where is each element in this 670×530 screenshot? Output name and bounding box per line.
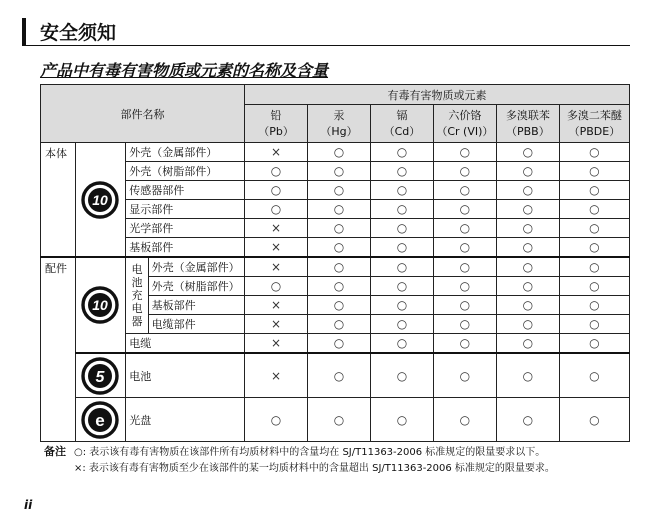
charger-label: 电池充电器: [126, 257, 148, 334]
mark-cell: ○: [433, 219, 496, 238]
mark-cell: ○: [496, 162, 559, 181]
table-row: [41, 219, 630, 238]
mark-cell: ○: [559, 181, 629, 200]
mark-cell: ○: [308, 398, 371, 442]
mark-cell: ○: [308, 181, 371, 200]
mark-cell: ○: [496, 398, 559, 442]
mark-cell: ○: [433, 398, 496, 442]
part-name: 光学部件: [126, 219, 245, 238]
mark-cell: ○: [433, 334, 496, 354]
mark-cell: ○: [559, 334, 629, 354]
notes: [44, 444, 634, 477]
mark-cell: ○: [433, 200, 496, 219]
epup-10-icon: [80, 180, 120, 220]
part-name: 外壳（树脂部件）: [148, 277, 244, 296]
mark-cell: ○: [370, 353, 433, 398]
accessory-category: 配件: [41, 257, 76, 442]
mark-cell: ×: [245, 257, 308, 277]
element-pbde: 多溴二苯醚 （PBDE）: [559, 105, 629, 143]
mark-cell: ○: [308, 200, 371, 219]
epup-5-logo: [75, 353, 126, 398]
mark-cell: ○: [496, 315, 559, 334]
mark-cell: ○: [496, 219, 559, 238]
mark-cell: ○: [559, 257, 629, 277]
table-row: [41, 353, 630, 398]
mark-cell: ○: [308, 143, 371, 162]
mark-cell: ○: [559, 200, 629, 219]
mark-cell: ○: [308, 277, 371, 296]
mark-cell: ○: [559, 219, 629, 238]
part-name: 基板部件: [126, 238, 245, 258]
mark-cell: ○: [433, 315, 496, 334]
mark-cell: ○: [370, 181, 433, 200]
mark-cell: ○: [370, 315, 433, 334]
notes-label: 备注: [44, 445, 66, 458]
element-pbb: 多溴联苯 （PBB）: [496, 105, 559, 143]
hazardous-substances-table: [40, 84, 630, 442]
part-name-header: 部件名称: [41, 85, 245, 143]
part-name: 外壳（金属部件）: [148, 257, 244, 277]
part-name: 光盘: [126, 398, 245, 442]
mark-cell: ○: [496, 334, 559, 354]
mark-cell: ×: [245, 334, 308, 354]
mark-cell: ○: [559, 398, 629, 442]
table-row: [41, 398, 630, 442]
table-row: [41, 143, 630, 162]
mark-cell: ○: [370, 219, 433, 238]
part-name: 传感器部件: [126, 181, 245, 200]
mark-cell: ○: [245, 277, 308, 296]
logo-5-text: 5: [95, 368, 105, 386]
element-hg: 汞 （Hg）: [308, 105, 371, 143]
page-number: ii: [24, 498, 33, 512]
mark-cell: ○: [559, 353, 629, 398]
mark-cell: ○: [308, 334, 371, 354]
mark-cell: ○: [308, 257, 371, 277]
part-name: 电池: [126, 353, 245, 398]
mark-cell: ○: [370, 277, 433, 296]
mark-cell: ○: [370, 334, 433, 354]
mark-cell: ○: [496, 143, 559, 162]
logo-10-text: 10: [92, 191, 109, 208]
mark-cell: ○: [370, 200, 433, 219]
part-name: 电缆部件: [148, 315, 244, 334]
mark-cell: ○: [433, 238, 496, 258]
mark-cell: ○: [496, 181, 559, 200]
mark-cell: ○: [370, 296, 433, 315]
epup-e-logo: [75, 398, 126, 442]
mark-cell: ○: [496, 277, 559, 296]
epup-10-logo: [75, 143, 126, 258]
mark-cell: ○: [433, 162, 496, 181]
mark-cell: ×: [245, 143, 308, 162]
element-cr6: 六价铬 （Cr (VI)）: [433, 105, 496, 143]
table-row: [41, 238, 630, 258]
table-row: [41, 162, 630, 181]
page-header: [22, 18, 630, 46]
mark-cell: ○: [308, 219, 371, 238]
mark-cell: ○: [496, 296, 559, 315]
element-cd: 镉 （Cd）: [370, 105, 433, 143]
element-pb: 铅 （Pb）: [245, 105, 308, 143]
mark-cell: ○: [245, 200, 308, 219]
epup-5-icon: [80, 356, 120, 396]
page-header-title: 安全须知: [40, 22, 117, 44]
mark-cell: ○: [308, 162, 371, 181]
mark-cell: ○: [370, 398, 433, 442]
mark-cell: ○: [559, 277, 629, 296]
table-row: [41, 334, 630, 354]
mark-cell: ○: [370, 143, 433, 162]
mark-cell: ○: [370, 238, 433, 258]
note-circle: 备注 ○: 表示该有毒有害物质在该部件所有均质材料中的含量均在 SJ/T11363-2006 标准规定的限量要求以下。: [44, 445, 546, 458]
part-name: 显示部件: [126, 200, 245, 219]
note-cross: ×: 表示该有毒有害物质至少在该部件的某一均质材料中的含量超出 SJ/T11363-2006 标准规定的限量要求。: [74, 463, 555, 474]
mark-cell: ○: [433, 181, 496, 200]
part-name: 电缆: [126, 334, 245, 354]
table-row: [41, 181, 630, 200]
mark-cell: ×: [245, 296, 308, 315]
mark-cell: ○: [559, 238, 629, 258]
table-row: [41, 200, 630, 219]
mark-cell: ○: [433, 296, 496, 315]
mark-cell: ○: [496, 200, 559, 219]
mark-cell: ○: [559, 296, 629, 315]
epup-e-icon: [80, 400, 120, 440]
epup-10-icon: [80, 285, 120, 325]
mark-cell: ×: [245, 315, 308, 334]
part-name: 外壳（金属部件）: [126, 143, 245, 162]
mark-cell: ○: [496, 353, 559, 398]
logo-e-text: e: [95, 410, 106, 430]
body-category: 本体: [41, 143, 76, 258]
table-row: [41, 257, 630, 277]
mark-cell: ○: [433, 257, 496, 277]
section-title: 产品中有毒有害物质或元素的名称及含量: [40, 61, 329, 80]
mark-cell: ○: [433, 353, 496, 398]
mark-cell: ○: [559, 162, 629, 181]
mark-cell: ○: [308, 296, 371, 315]
mark-cell: ○: [559, 143, 629, 162]
logo-10-text: 10: [92, 297, 109, 313]
mark-cell: ○: [496, 238, 559, 258]
mark-cell: ○: [433, 277, 496, 296]
mark-cell: ○: [245, 181, 308, 200]
mark-cell: ○: [370, 257, 433, 277]
mark-cell: ○: [496, 257, 559, 277]
mark-cell: ○: [308, 353, 371, 398]
mark-cell: ×: [245, 353, 308, 398]
part-name: 外壳（树脂部件）: [126, 162, 245, 181]
mark-cell: ×: [245, 238, 308, 258]
epup-10-logo: [75, 257, 126, 353]
mark-cell: ○: [308, 315, 371, 334]
part-name: 基板部件: [148, 296, 244, 315]
mark-cell: ○: [559, 315, 629, 334]
mark-cell: ○: [433, 143, 496, 162]
mark-cell: ○: [370, 162, 433, 181]
element-header: 有毒有害物质或元素: [245, 85, 630, 105]
mark-cell: ○: [245, 162, 308, 181]
mark-cell: ○: [245, 398, 308, 442]
mark-cell: ○: [308, 238, 371, 258]
mark-cell: ×: [245, 219, 308, 238]
